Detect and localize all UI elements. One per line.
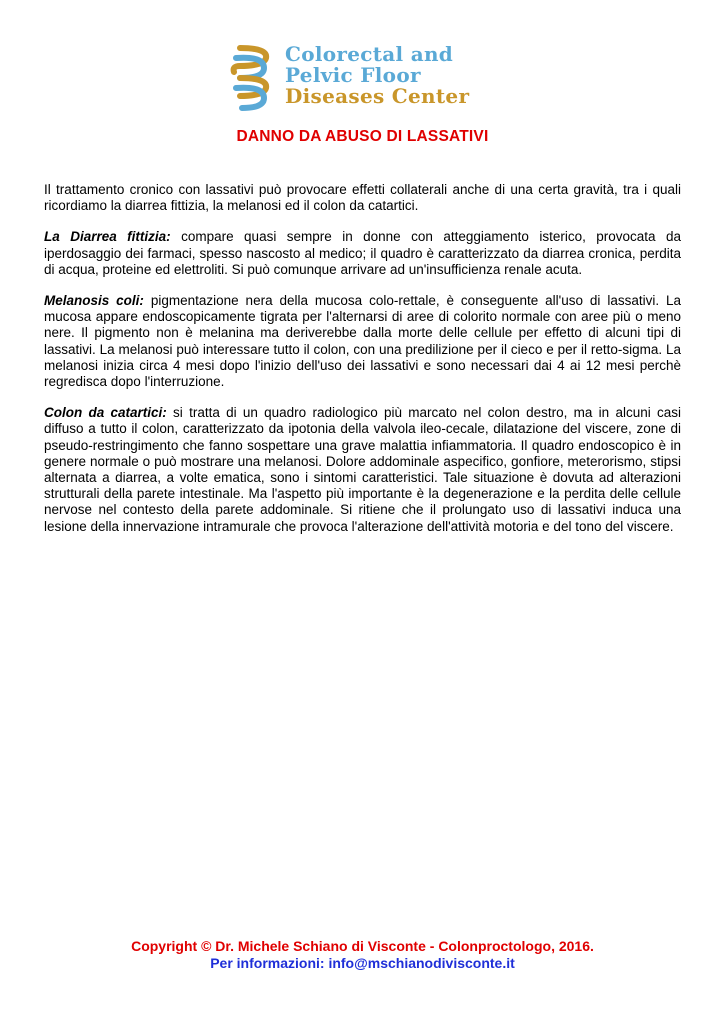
logo-line-1: Colorectal and — [285, 42, 454, 66]
section-text: si tratta di un quadro radiologico più marcato nel colon destro, ma in alcuni casi diffuso a tutto il colon, caratterizzato da ipotonia della valvola ileo-cecale, dilatazione del viscere, zone di pseudo-restringimento che fanno sospettare una grave malattia infiammatoria. Il quadro endoscopico è in genere normale o può mostrare una melanosi. Dolore addominale aspecifico, gonfiore, meterorismo, stipsi alternata a diarrea, a volte ematica, sono i sintomi caratteristici. Tale situazione è dovuta ad alterazioni strutturali della parete intestinale. Ma l'aspetto più importante è la degenerazione e la perdita delle cellule nervose nel contesto della parete addominale. Si ritiene che il prolungato uso di lassativi induca una lesione della innervazione intramurale che provoca l'alterazione dell'attività motoria e del tono del viscere. — [44, 405, 681, 534]
section-term: La Diarrea fittizia: — [44, 229, 171, 245]
section-term: Colon da catartici: — [44, 405, 167, 421]
center-logo — [228, 44, 498, 112]
copyright-line: Copyright © Dr. Michele Schiano di Visconte - Colonproctologo, 2016. — [131, 938, 594, 954]
document-body — [44, 182, 681, 550]
page-title: DANNO DA ABUSO DI LASSATIVI — [236, 128, 489, 145]
intro-paragraph: Il trattamento cronico con lassativi può provocare effetti collaterali anche di una certa gravità, tra i quali ricordiamo la diarrea fittizia, la melanosi ed il colon da catartici. — [44, 182, 681, 214]
section-term: Melanosis coli: — [44, 293, 144, 309]
section-melanosis-coli — [44, 293, 681, 390]
logo-line-2: Pelvic Floor — [285, 63, 421, 87]
intestine-logo-icon — [228, 44, 278, 112]
page-footer — [0, 938, 725, 972]
logo-wordmark — [285, 44, 505, 107]
contact-info-line: Per informazioni: info@mschianodivisconte.it — [210, 955, 515, 971]
section-diarrea-fittizia — [44, 229, 681, 278]
section-colon-da-catartici — [44, 405, 681, 535]
section-text: pigmentazione nera della mucosa colo-rettale, è conseguente all'uso di lassativi. La mucosa appare endoscopicamente tigrata per l'alternarsi di aree di colorito normale con aree più o meno nere. Il pigmento non è melanina ma deriverebbe dalla morte delle cellule per effetto di alcuni tipi di lassativi. La melanosi può interessare tutto il colon, con una predilizione per il cieco e per il retto-sigma. La melanosi inizia circa 4 mesi dopo l'inizio dell'uso dei lassativi e sono necessari dai 4 ai 12 mesi perchè regredisca dopo l'interruzione. — [44, 293, 682, 390]
logo-line-3: Diseases Center — [285, 84, 470, 108]
section-text: compare quasi sempre in donne con atteggiamento isterico, provocata da iperdosaggio dei farmaci, spesso nascosto al medico; il quadro è caratterizzato da diarrea cronica, perdita di acqua, proteine ed elettroliti. Si può comunque arrivare ad un'insufficienza renale acuta. — [44, 229, 682, 277]
